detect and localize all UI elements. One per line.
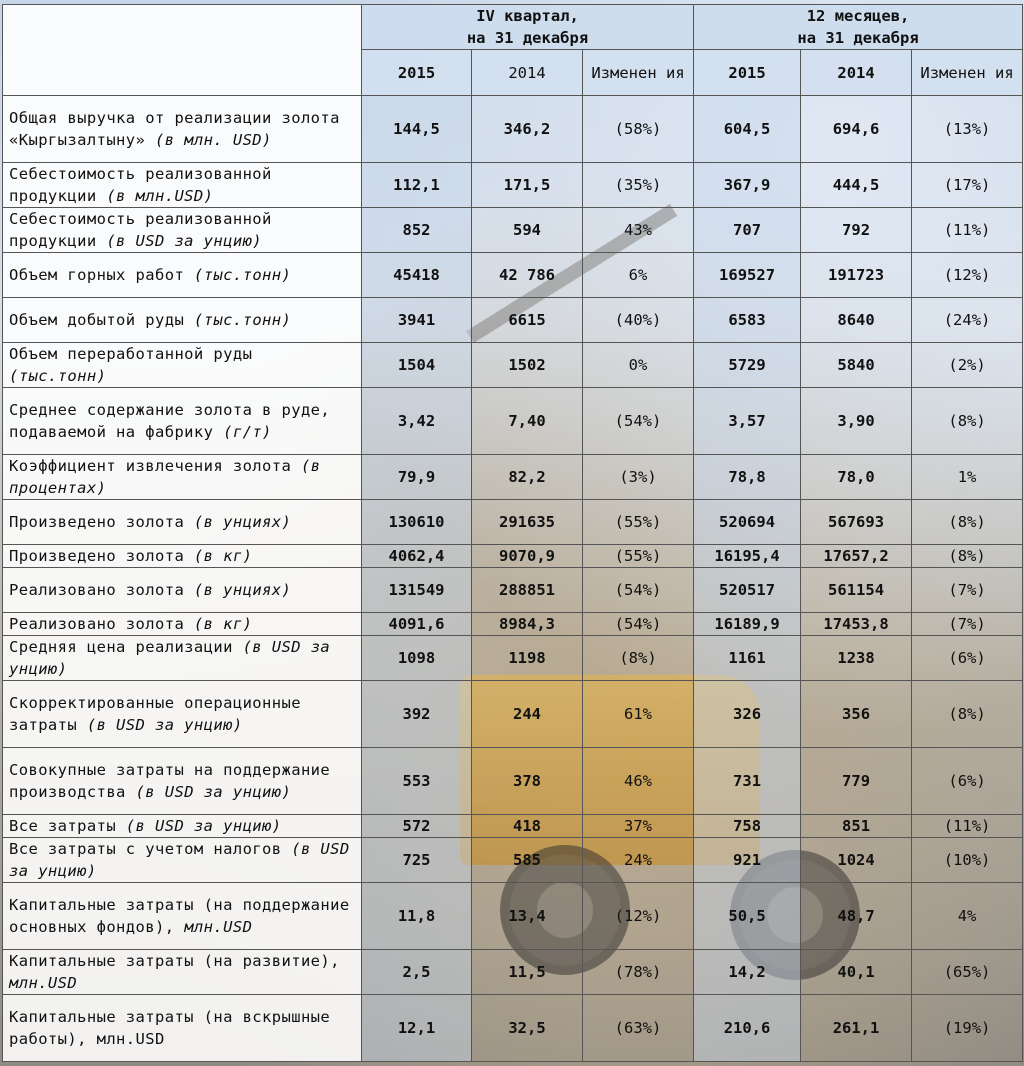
col-header-q4-2015: 2015	[362, 50, 472, 96]
table-row	[3, 838, 1023, 883]
row-label	[3, 208, 362, 253]
cell-12m-change: (2%)	[912, 343, 1023, 388]
cell-12m-2014: 17657,2	[801, 545, 912, 568]
cell-q4-change: 6%	[583, 253, 694, 298]
cell-q4-2015: 1504	[362, 343, 472, 388]
row-unit-text: (в унциях)	[193, 581, 292, 599]
cell-12m-change: (13%)	[912, 96, 1023, 163]
row-label	[3, 455, 362, 500]
cell-12m-2014: 561154	[801, 568, 912, 613]
cell-12m-2015: 5729	[694, 343, 801, 388]
cell-q4-2014: 378	[472, 748, 583, 815]
row-unit-text: млн.USD	[184, 918, 253, 936]
cell-q4-change: 0%	[583, 343, 694, 388]
cell-q4-change: (8%)	[583, 636, 694, 681]
cell-q4-2014: 594	[472, 208, 583, 253]
row-label-text: Капитальные затраты (на поддержание основных фондов),	[9, 896, 350, 936]
cell-q4-2015: 553	[362, 748, 472, 815]
cell-q4-2015: 4062,4	[362, 545, 472, 568]
cell-q4-2015: 4091,6	[362, 613, 472, 636]
cell-12m-change: (7%)	[912, 613, 1023, 636]
cell-12m-2015: 1161	[694, 636, 801, 681]
row-unit-text: (в USD за унцию)	[9, 638, 331, 678]
table-row	[3, 253, 1023, 298]
cell-q4-change: (54%)	[583, 568, 694, 613]
row-unit-text: млн.USD	[9, 974, 78, 992]
row-unit-text: (в USD за унцию)	[135, 783, 292, 801]
row-unit-text: (тыс.тонн)	[193, 266, 292, 284]
cell-12m-change: (7%)	[912, 568, 1023, 613]
cell-12m-2014: 1238	[801, 636, 912, 681]
cell-q4-2014: 42 786	[472, 253, 583, 298]
cell-12m-2015: 3,57	[694, 388, 801, 455]
cell-q4-change: (58%)	[583, 96, 694, 163]
cell-12m-2014: 356	[801, 681, 912, 748]
cell-q4-change: (78%)	[583, 950, 694, 995]
row-label-text: Среднее содержание золота в руде, подаваемой на фабрику	[9, 401, 331, 441]
cell-q4-2015: 12,1	[362, 995, 472, 1062]
cell-q4-change: (35%)	[583, 163, 694, 208]
table-row	[3, 343, 1023, 388]
row-label	[3, 815, 362, 838]
cell-q4-2015: 3941	[362, 298, 472, 343]
cell-12m-2015: 169527	[694, 253, 801, 298]
row-label	[3, 253, 362, 298]
row-label-text: Себестоимость реализованной продукции	[9, 165, 272, 205]
cell-12m-2014: 694,6	[801, 96, 912, 163]
cell-q4-2014: 7,40	[472, 388, 583, 455]
row-unit-text: (в кг)	[193, 615, 253, 633]
row-unit-text: (в унциях)	[193, 513, 292, 531]
table-row	[3, 748, 1023, 815]
cell-12m-change: (8%)	[912, 681, 1023, 748]
cell-12m-2014: 17453,8	[801, 613, 912, 636]
cell-q4-2014: 244	[472, 681, 583, 748]
row-label-text: Все затраты с учетом налогов	[9, 840, 282, 858]
row-unit-text: (тыс.тонн)	[9, 367, 107, 385]
cell-q4-2015: 131549	[362, 568, 472, 613]
cell-12m-change: (19%)	[912, 995, 1023, 1062]
cell-q4-2014: 291635	[472, 500, 583, 545]
cell-q4-2015: 144,5	[362, 96, 472, 163]
table-row	[3, 298, 1023, 343]
cell-q4-2015: 1098	[362, 636, 472, 681]
col-header-12m-2014: 2014	[801, 50, 912, 96]
row-unit-text: (тыс.тонн)	[193, 311, 292, 329]
cell-q4-2015: 572	[362, 815, 472, 838]
header-12m-line2: на 31 декабря	[797, 29, 919, 47]
table-row	[3, 883, 1023, 950]
row-label	[3, 748, 362, 815]
cell-12m-change: (8%)	[912, 388, 1023, 455]
cell-12m-2015: 78,8	[694, 455, 801, 500]
cell-12m-change: (65%)	[912, 950, 1023, 995]
row-label	[3, 995, 362, 1062]
cell-q4-change: (55%)	[583, 500, 694, 545]
table-row	[3, 681, 1023, 748]
cell-12m-2015: 16195,4	[694, 545, 801, 568]
row-unit-text: (в USD за унцию)	[9, 840, 350, 880]
cell-q4-2015: 112,1	[362, 163, 472, 208]
row-label	[3, 568, 362, 613]
row-label	[3, 838, 362, 883]
cell-q4-2015: 392	[362, 681, 472, 748]
cell-12m-change: 4%	[912, 883, 1023, 950]
cell-q4-2014: 418	[472, 815, 583, 838]
row-unit-text: (в кг)	[193, 547, 253, 565]
cell-q4-2015: 3,42	[362, 388, 472, 455]
cell-q4-change: 43%	[583, 208, 694, 253]
cell-q4-change: 24%	[583, 838, 694, 883]
cell-12m-2014: 779	[801, 748, 912, 815]
header-12m-line1: 12 месяцев,	[806, 7, 910, 25]
table-row	[3, 815, 1023, 838]
cell-q4-2015: 79,9	[362, 455, 472, 500]
cell-q4-2014: 6615	[472, 298, 583, 343]
row-unit-text: (в USD за унцию)	[125, 817, 282, 835]
row-label	[3, 636, 362, 681]
row-unit-text: (в USD за унцию)	[106, 232, 263, 250]
row-unit-text: (г/т)	[223, 423, 272, 441]
cell-12m-2015: 50,5	[694, 883, 801, 950]
row-label-text: Коэффициент извлечения золота	[9, 457, 292, 475]
cell-q4-change: 46%	[583, 748, 694, 815]
cell-q4-2015: 725	[362, 838, 472, 883]
cell-12m-2015: 731	[694, 748, 801, 815]
cell-q4-2015: 2,5	[362, 950, 472, 995]
cell-12m-2015: 14,2	[694, 950, 801, 995]
row-label-text: Реализовано золота	[9, 615, 185, 633]
row-label-text: Объем добытой руды	[9, 311, 185, 329]
cell-12m-change: (6%)	[912, 636, 1023, 681]
cell-q4-2015: 45418	[362, 253, 472, 298]
row-label	[3, 163, 362, 208]
row-label-text: Реализовано золота	[9, 581, 185, 599]
cell-q4-2014: 9070,9	[472, 545, 583, 568]
table-row	[3, 545, 1023, 568]
row-label	[3, 298, 362, 343]
row-label-text: Произведено золота	[9, 547, 185, 565]
cell-12m-change: (10%)	[912, 838, 1023, 883]
cell-q4-change: (54%)	[583, 613, 694, 636]
table-row	[3, 950, 1023, 995]
table-row	[3, 500, 1023, 545]
table-body	[3, 96, 1023, 1062]
cell-12m-2014: 191723	[801, 253, 912, 298]
cell-12m-change: (8%)	[912, 500, 1023, 545]
col-header-q4-2014: 2014	[472, 50, 583, 96]
row-label	[3, 950, 362, 995]
cell-12m-2015: 604,5	[694, 96, 801, 163]
cell-12m-change: (24%)	[912, 298, 1023, 343]
cell-12m-change: (6%)	[912, 748, 1023, 815]
row-unit-text: (в USD за унцию)	[86, 716, 243, 734]
cell-q4-change: 37%	[583, 815, 694, 838]
cell-12m-2015: 520517	[694, 568, 801, 613]
cell-q4-2014: 585	[472, 838, 583, 883]
cell-q4-change: 61%	[583, 681, 694, 748]
table-row	[3, 613, 1023, 636]
cell-12m-2014: 1024	[801, 838, 912, 883]
row-label-text: Средняя цена реализации	[9, 638, 233, 656]
header-corner-cell	[3, 5, 362, 96]
row-label-text: Скорректированные операционные затраты	[9, 694, 301, 734]
gold-production-table	[2, 4, 1023, 1062]
row-label-text: Совокупные затраты на поддержание производства	[9, 761, 331, 801]
row-unit-text: (в процентах)	[9, 457, 321, 497]
cell-12m-change: (11%)	[912, 815, 1023, 838]
cell-12m-2015: 707	[694, 208, 801, 253]
cell-12m-2014: 78,0	[801, 455, 912, 500]
header-q4-line2: на 31 декабря	[466, 29, 589, 47]
cell-q4-2014: 1502	[472, 343, 583, 388]
row-label	[3, 613, 362, 636]
cell-q4-change: (55%)	[583, 545, 694, 568]
row-label-text: Капитальные затраты (на вскрышные работы), млн.USD	[9, 1008, 331, 1048]
cell-q4-2014: 32,5	[472, 995, 583, 1062]
row-label-text: Объем переработанной руды	[9, 345, 253, 363]
header-12m	[694, 5, 1023, 50]
cell-q4-2014: 346,2	[472, 96, 583, 163]
row-label	[3, 883, 362, 950]
cell-12m-2015: 16189,9	[694, 613, 801, 636]
cell-q4-change: (3%)	[583, 455, 694, 500]
row-label	[3, 500, 362, 545]
col-header-12m-2015: 2015	[694, 50, 801, 96]
cell-12m-2014: 3,90	[801, 388, 912, 455]
cell-12m-2015: 210,6	[694, 995, 801, 1062]
cell-12m-2014: 5840	[801, 343, 912, 388]
row-label-text: Капитальные затраты (на развитие),	[9, 952, 340, 970]
row-label	[3, 681, 362, 748]
col-header-12m-change: Изменен ия	[912, 50, 1023, 96]
cell-q4-change: (12%)	[583, 883, 694, 950]
row-label-text: Объем горных работ	[9, 266, 185, 284]
row-label	[3, 343, 362, 388]
table-row	[3, 455, 1023, 500]
row-label-text: Себестоимость реализованной продукции	[9, 210, 272, 250]
cell-12m-2015: 520694	[694, 500, 801, 545]
cell-12m-2014: 444,5	[801, 163, 912, 208]
table-row	[3, 568, 1023, 613]
cell-12m-2014: 8640	[801, 298, 912, 343]
table-row	[3, 163, 1023, 208]
cell-12m-2015: 758	[694, 815, 801, 838]
cell-q4-change: (54%)	[583, 388, 694, 455]
row-label-text: Общая выручка от реализации золота «Кыргызалтыну»	[9, 109, 340, 149]
cell-12m-2015: 326	[694, 681, 801, 748]
cell-q4-2014: 171,5	[472, 163, 583, 208]
cell-q4-2014: 13,4	[472, 883, 583, 950]
table-row	[3, 636, 1023, 681]
row-unit-text: (в млн.USD)	[106, 187, 214, 205]
row-label	[3, 388, 362, 455]
col-header-q4-change: Изменен ия	[583, 50, 694, 96]
cell-12m-change: (8%)	[912, 545, 1023, 568]
cell-q4-2015: 852	[362, 208, 472, 253]
cell-12m-2015: 6583	[694, 298, 801, 343]
cell-12m-2015: 921	[694, 838, 801, 883]
table-row	[3, 995, 1023, 1062]
cell-12m-2014: 40,1	[801, 950, 912, 995]
cell-12m-2014: 261,1	[801, 995, 912, 1062]
row-label	[3, 96, 362, 163]
table-row	[3, 96, 1023, 163]
table-row	[3, 208, 1023, 253]
cell-q4-2015: 130610	[362, 500, 472, 545]
cell-q4-change: (40%)	[583, 298, 694, 343]
cell-12m-2015: 367,9	[694, 163, 801, 208]
cell-12m-change: 1%	[912, 455, 1023, 500]
table-row	[3, 388, 1023, 455]
row-label-text: Произведено золота	[9, 513, 185, 531]
row-label-text: Все затраты	[9, 817, 117, 835]
cell-q4-2015: 11,8	[362, 883, 472, 950]
cell-12m-change: (17%)	[912, 163, 1023, 208]
cell-q4-change: (63%)	[583, 995, 694, 1062]
row-unit-text: (в млн. USD)	[154, 131, 272, 149]
header-q4-line1: IV квартал,	[476, 7, 579, 25]
cell-q4-2014: 1198	[472, 636, 583, 681]
row-label	[3, 545, 362, 568]
cell-12m-2014: 792	[801, 208, 912, 253]
cell-q4-2014: 11,5	[472, 950, 583, 995]
header-q4	[362, 5, 694, 50]
cell-q4-2014: 8984,3	[472, 613, 583, 636]
cell-12m-2014: 851	[801, 815, 912, 838]
cell-12m-change: (11%)	[912, 208, 1023, 253]
cell-q4-2014: 288851	[472, 568, 583, 613]
cell-12m-2014: 567693	[801, 500, 912, 545]
cell-12m-2014: 48,7	[801, 883, 912, 950]
cell-12m-change: (12%)	[912, 253, 1023, 298]
cell-q4-2014: 82,2	[472, 455, 583, 500]
